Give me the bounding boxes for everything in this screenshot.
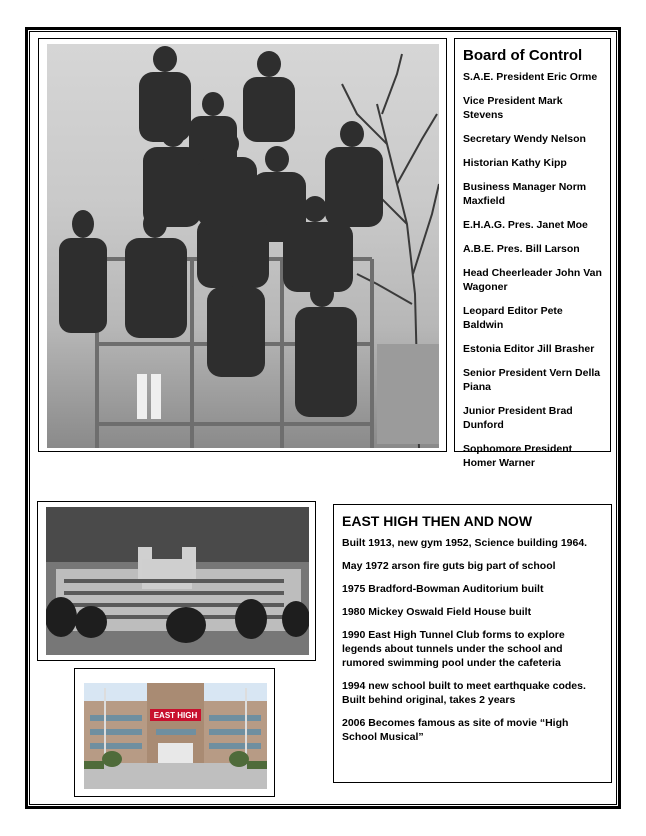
history-list xyxy=(342,536,603,744)
board-of-control-group-photo xyxy=(47,44,439,448)
board-member: Vice President Mark Stevens xyxy=(463,95,563,121)
board-member: Business Manager Norm Maxfield xyxy=(463,181,587,207)
board-member: A.B.E. Pres. Bill Larson xyxy=(463,243,580,255)
board-member: Historian Kathy Kipp xyxy=(463,157,567,169)
fence xyxy=(377,344,439,444)
history-item: 1990 East High Tunnel Club forms to explore legends about tunnels under the school and rumored swimming pool under the cafeteria xyxy=(342,629,565,669)
board-title: Board of Control xyxy=(463,47,583,64)
socks xyxy=(137,374,161,419)
entrance xyxy=(158,743,193,763)
original-east-high-photo xyxy=(46,507,309,655)
history-item: Built 1913, new gym 1952, Science building 1964. xyxy=(342,537,588,549)
board-list xyxy=(463,70,602,470)
board-member: Junior President Brad Dunford xyxy=(463,405,573,431)
flagpole-right xyxy=(245,688,247,763)
board-of-control-panel xyxy=(454,38,611,469)
east-high-sign: EAST HIGH xyxy=(153,711,198,720)
old-building-drawing xyxy=(46,507,309,655)
new-building-photo-frame xyxy=(74,668,275,797)
then-and-now-title: EAST HIGH THEN AND NOW xyxy=(342,513,533,529)
people xyxy=(59,46,383,417)
history-item: 2006 Becomes famous as site of movie “High School Musical” xyxy=(342,717,569,743)
board-member: Leopard Editor Pete Baldwin xyxy=(463,305,563,331)
group-photo-drawing xyxy=(47,44,439,448)
history-item: 1980 Mickey Oswald Field House built xyxy=(342,606,532,618)
board-member: S.A.E. President Eric Orme xyxy=(463,71,598,83)
board-member: Sophomore President Homer Warner xyxy=(463,443,573,469)
sky xyxy=(46,507,309,562)
then-and-now-panel xyxy=(333,504,612,783)
center-section xyxy=(142,559,192,589)
history-item: May 1972 arson fire guts big part of school xyxy=(342,560,556,572)
history-item: 1994 new school built to meet earthquake codes. Built behind original, takes 2 years xyxy=(342,680,586,706)
board-member: Head Cheerleader John Van Wagoner xyxy=(463,267,602,293)
history-item: 1975 Bradford-Bowman Auditorium built xyxy=(342,583,544,595)
new-east-high-photo xyxy=(84,683,267,789)
old-building-photo-frame xyxy=(37,501,316,661)
flagpole-left xyxy=(104,688,106,763)
new-building-drawing xyxy=(84,683,267,789)
board-member: Estonia Editor Jill Brasher xyxy=(463,343,595,355)
group-photo-frame xyxy=(38,38,447,452)
board-member: E.H.A.G. Pres. Janet Moe xyxy=(463,219,588,231)
board-member: Senior President Vern Della Piana xyxy=(463,367,601,393)
board-member: Secretary Wendy Nelson xyxy=(463,133,586,145)
